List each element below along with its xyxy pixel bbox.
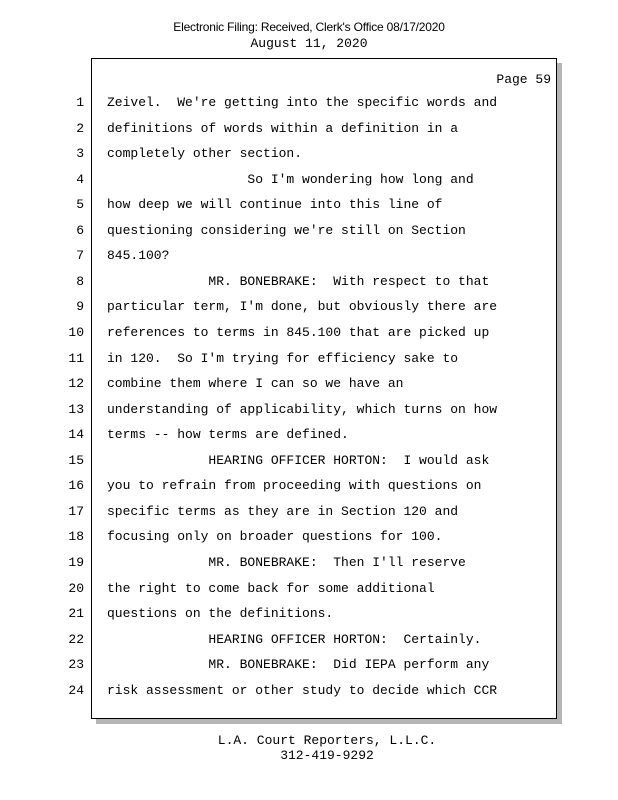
line-number: 6 xyxy=(76,222,84,238)
line-text: definitions of words within a definition in a xyxy=(107,120,459,136)
line-text: MR. BONEBRAKE: Did IEPA perform any xyxy=(107,657,490,673)
line-text: So I'm wondering how long and xyxy=(107,171,474,187)
line-text: specific terms as they are in Section 120 and xyxy=(107,503,459,519)
page-number: Page 59 xyxy=(496,72,551,87)
transcript-line xyxy=(0,529,600,549)
transcript-line xyxy=(0,402,600,422)
line-text: MR. BONEBRAKE: With respect to that xyxy=(107,273,490,289)
line-number: 14 xyxy=(68,427,84,443)
line-number: 18 xyxy=(68,529,84,545)
line-text: questions on the definitions. xyxy=(107,606,334,621)
line-number: 19 xyxy=(68,554,84,570)
line-text: completely other section. xyxy=(107,146,303,162)
line-text: focusing only on broader questions for 100. xyxy=(107,529,443,545)
line-number: 24 xyxy=(68,682,84,698)
line-text: in 120. So I'm trying for efficiency sake to xyxy=(107,350,459,366)
line-number: 10 xyxy=(68,325,84,340)
transcript-line xyxy=(0,172,600,192)
line-text: how deep we will continue into this line of xyxy=(107,197,443,213)
transcript-line xyxy=(0,146,600,166)
line-text: you to refrain from proceeding with questions on xyxy=(107,478,482,494)
line-number: 1 xyxy=(76,95,84,110)
line-text: HEARING OFFICER HORTON: Certainly. xyxy=(107,631,482,647)
line-text: understanding of applicability, which turns on how xyxy=(107,401,498,417)
line-text: particular term, I'm done, but obviously there are xyxy=(107,299,498,315)
transcript-line xyxy=(0,274,600,294)
transcript-line xyxy=(0,427,600,447)
transcript-line xyxy=(0,376,600,396)
line-number: 20 xyxy=(68,580,84,596)
line-text: HEARING OFFICER HORTON: I would ask xyxy=(107,452,490,468)
transcript-line xyxy=(0,351,600,371)
line-number: 8 xyxy=(76,273,84,289)
line-text: 845.100? xyxy=(107,248,170,264)
line-number: 5 xyxy=(76,197,84,213)
line-number: 4 xyxy=(76,171,84,187)
transcript-line xyxy=(0,453,600,473)
transcript-line xyxy=(0,683,600,703)
transcript-line xyxy=(0,657,600,677)
reporter-phone: 312-419-9292 xyxy=(280,748,374,763)
transcript-line xyxy=(0,581,600,601)
transcript-line xyxy=(0,555,600,575)
transcript-line xyxy=(0,197,600,217)
transcript-line xyxy=(0,478,600,498)
line-text: the right to come back for some additional xyxy=(107,580,435,596)
line-number: 22 xyxy=(68,631,84,647)
filing-stamp: Electronic Filing: Received, Clerk's Office 08/17/2020 xyxy=(173,20,445,34)
transcript-line xyxy=(0,632,600,652)
line-number: 23 xyxy=(68,657,84,673)
line-text: MR. BONEBRAKE: Then I'll reserve xyxy=(107,554,466,570)
transcript-line xyxy=(0,606,600,626)
transcript-line xyxy=(0,95,600,115)
transcript-line xyxy=(0,248,600,268)
transcript-line xyxy=(0,299,600,319)
line-text: references to terms in 845.100 that are picked up xyxy=(107,325,490,340)
line-text: Zeivel. We're getting into the specific words and xyxy=(107,95,498,110)
line-text: combine them where I can so we have an xyxy=(107,376,404,392)
line-number: 16 xyxy=(68,478,84,494)
line-number: 2 xyxy=(76,120,84,136)
reporter-company: L.A. Court Reporters, L.L.C. xyxy=(217,733,437,748)
line-number: 21 xyxy=(68,606,84,621)
transcript-line xyxy=(0,223,600,243)
line-number: 12 xyxy=(68,376,84,392)
line-text: questioning considering we're still on Section xyxy=(107,222,466,238)
line-number: 7 xyxy=(76,248,84,264)
line-number: 17 xyxy=(68,503,84,519)
transcript-line xyxy=(0,325,600,345)
transcript-line xyxy=(0,504,600,524)
line-text: terms -- how terms are defined. xyxy=(107,427,349,443)
transcript-date: August 11, 2020 xyxy=(250,36,368,51)
transcript-line xyxy=(0,121,600,141)
footer xyxy=(0,733,618,763)
line-text: risk assessment or other study to decide which CCR xyxy=(107,682,498,698)
line-number: 9 xyxy=(76,299,84,315)
line-number: 15 xyxy=(68,452,84,468)
line-number: 3 xyxy=(76,146,84,162)
line-number: 11 xyxy=(68,350,84,366)
line-number: 13 xyxy=(68,401,84,417)
